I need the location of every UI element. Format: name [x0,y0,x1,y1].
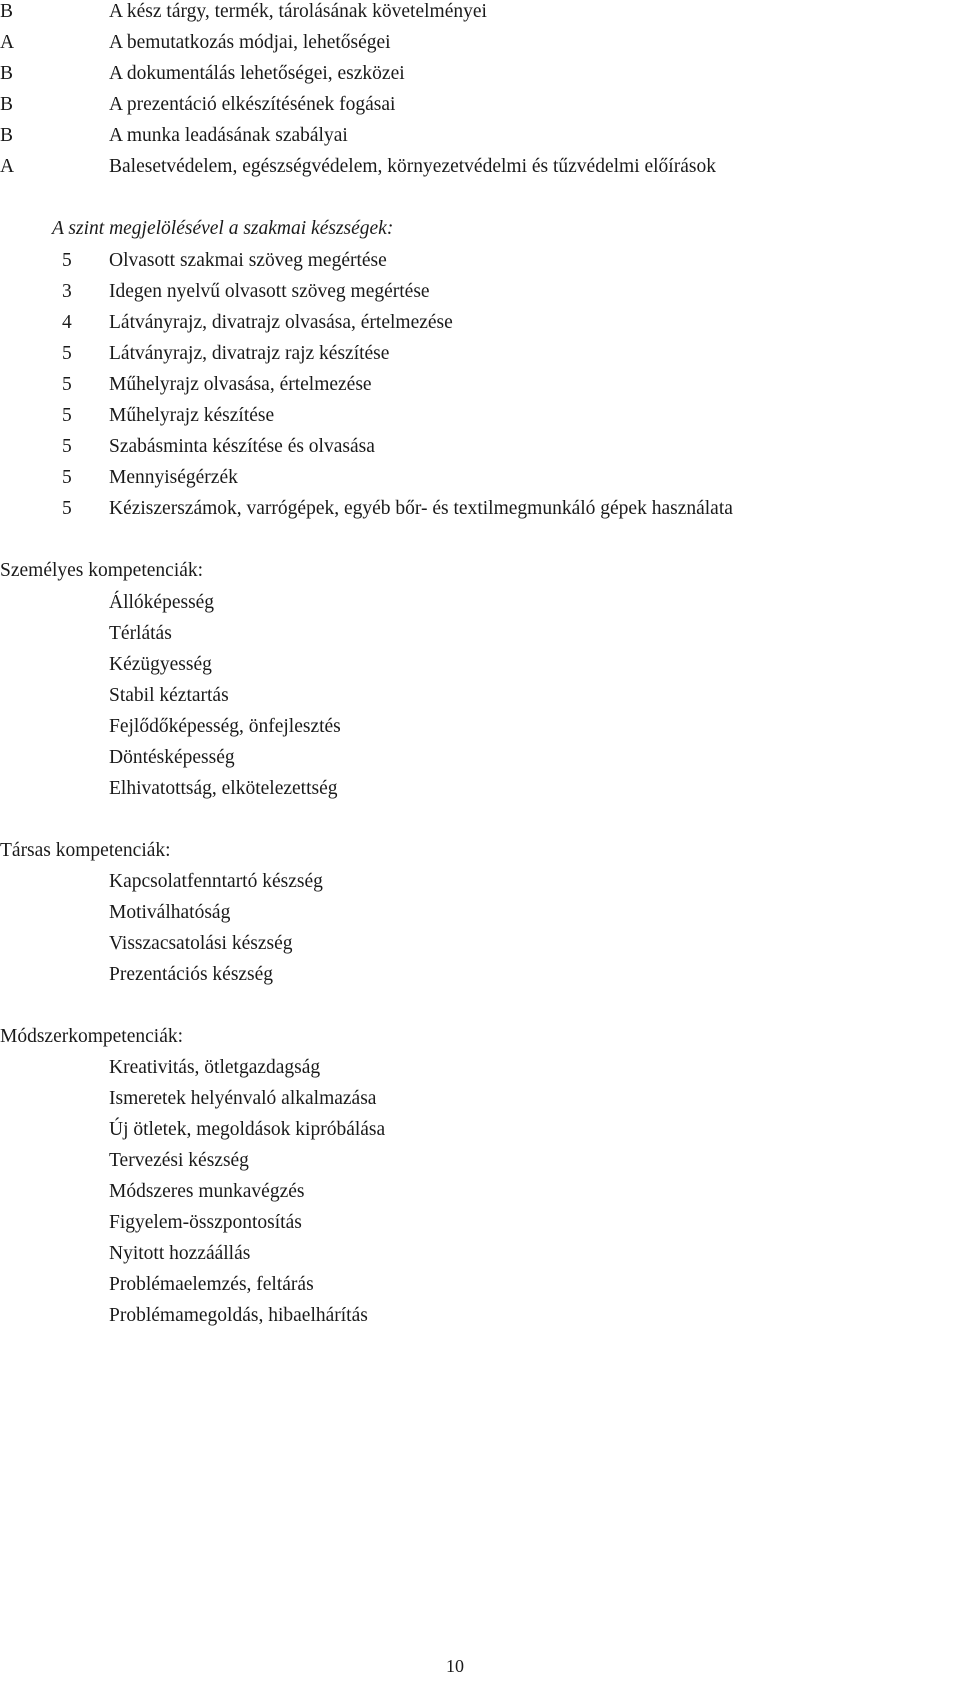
topic-level: B [0,1,14,22]
list-item: Motiválhatóság [109,902,231,923]
topic-level: A [0,32,15,53]
skill-level: 3 [62,281,72,302]
topic-text: A munka leadásának szabályai [109,125,348,146]
list-item: Állóképesség [109,592,215,613]
skill-text: Látványrajz, divatrajz rajz készítése [109,343,390,364]
list-item: Fejlődőképesség, önfejlesztés [109,716,341,737]
list-item: Elhivatottság, elkötelezettség [109,778,338,799]
skill-level: 5 [62,467,72,488]
page-number: 10 [446,1656,464,1676]
list-item: Problémaelemzés, feltárás [109,1274,314,1295]
skill-level: 4 [62,312,72,333]
list-item: Prezentációs készség [109,964,274,985]
list-item: Stabil kéztartás [109,685,229,706]
skill-level: 5 [62,405,72,426]
list-item: Térlátás [109,623,172,644]
personal-heading: Személyes kompetenciák: [0,560,204,581]
list-item: Módszeres munkavégzés [109,1181,305,1202]
list-item: Figyelem-összpontosítás [109,1212,302,1233]
skill-level: 5 [62,343,72,364]
skill-level: 5 [62,436,72,457]
list-item: Ismeretek helyénvaló alkalmazása [109,1088,377,1109]
topic-text: A dokumentálás lehetőségei, eszközei [109,63,405,84]
skill-level: 5 [62,498,72,519]
social-heading: Társas kompetenciák: [0,840,171,861]
topic-text: A bemutatkozás módjai, lehetőségei [109,32,391,53]
method-heading: Módszerkompetenciák: [0,1026,184,1047]
skill-text: Idegen nyelvű olvasott szöveg megértése [109,281,430,302]
skill-text: Műhelyrajz készítése [109,405,275,426]
skill-text: Kéziszerszámok, varrógépek, egyéb bőr- és textilmegmunkáló gépek használata [109,498,733,519]
list-item: Tervezési készség [109,1150,249,1171]
skill-level: 5 [62,250,72,271]
skills-heading: A szint megjelölésével a szakmai készségek: [52,218,394,239]
skill-text: Olvasott szakmai szöveg megértése [109,250,387,271]
list-item: Visszacsatolási készség [109,933,293,954]
topic-level: B [0,63,14,84]
list-item: Kézügyesség [109,654,212,675]
skill-level: 5 [62,374,72,395]
topic-text: Balesetvédelem, egészségvédelem, környezetvédelmi és tűzvédelmi előírások [109,156,716,177]
topic-level: A [0,156,15,177]
skill-text: Látványrajz, divatrajz olvasása, értelmezése [109,312,453,333]
topic-level: B [0,94,14,115]
topic-text: A prezentáció elkészítésének fogásai [109,94,396,115]
topic-text: A kész tárgy, termék, tárolásának követelményei [109,1,487,22]
topic-level: B [0,125,14,146]
list-item: Kreativitás, ötletgazdagság [109,1057,321,1078]
list-item: Döntésképesség [109,747,235,768]
skill-text: Szabásminta készítése és olvasása [109,436,375,457]
list-item: Problémamegoldás, hibaelhárítás [109,1305,368,1326]
list-item: Kapcsolatfenntartó készség [109,871,323,892]
skill-text: Műhelyrajz olvasása, értelmezése [109,374,372,395]
list-item: Nyitott hozzáállás [109,1243,251,1264]
skill-text: Mennyiségérzék [109,467,238,488]
list-item: Új ötletek, megoldások kipróbálása [109,1119,386,1140]
